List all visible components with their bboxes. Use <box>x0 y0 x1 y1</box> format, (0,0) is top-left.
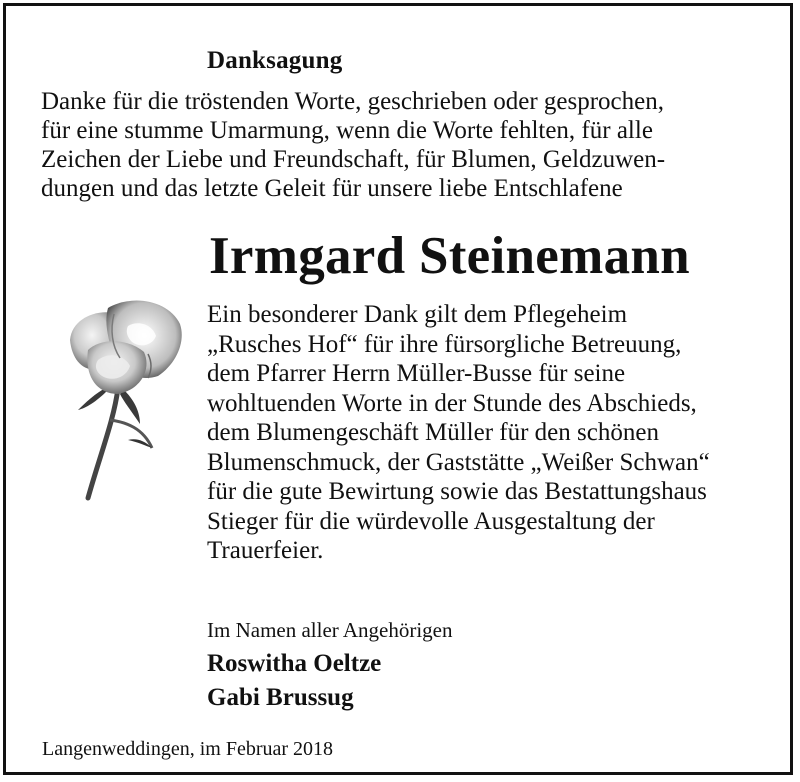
intro-line: Zeichen der Liebe und Freundschaft, für Blumen, Geldzuwen- <box>41 146 666 173</box>
intro-line: dungen und das letzte Geleit für unsere liebe Entschlafene <box>41 175 623 202</box>
thanks-line: Stieger für die würdevolle Ausgestaltung der <box>207 507 655 535</box>
deceased-name: Irmgard Steinemann <box>209 227 690 285</box>
thanks-line: Blumenschmuck, der Gaststätte „Weißer Schwan“ <box>207 448 710 476</box>
intro-text <box>41 87 781 203</box>
thanks-line: Ein besonderer Dank gilt dem Pflegeheim <box>207 301 628 328</box>
thanks-line: dem Pfarrer Herrn Müller-Busse für seine <box>207 360 626 387</box>
intro-line: Danke für die tröstenden Worte, geschrieben oder gesprochen, <box>41 88 664 115</box>
signature-name: Gabi Brussug <box>207 684 354 711</box>
notice-heading: Danksagung <box>207 47 343 74</box>
thanks-line: für die gute Bewirtung sowie das Bestattungshaus <box>207 478 707 505</box>
thanks-line: „Rusches Hof“ für ihre fürsorgliche Betreuung, <box>207 330 682 358</box>
thanks-line: Trauerfeier. <box>207 537 324 564</box>
intro-line: für eine stumme Umarmung, wenn die Worte fehlten, für alle <box>41 117 653 144</box>
signature-name: Roswitha Oeltze <box>207 650 382 677</box>
thanks-line: dem Blumengeschäft Müller für den schönen <box>207 419 659 446</box>
thanks-line: wohltuenden Worte in der Stunde des Abschieds, <box>207 389 697 417</box>
place-date: Langenweddingen, im Februar 2018 <box>42 738 334 760</box>
rose-icon <box>48 290 193 515</box>
thanks-text <box>207 300 787 566</box>
signature-intro: Im Namen aller Angehörigen <box>207 618 453 642</box>
